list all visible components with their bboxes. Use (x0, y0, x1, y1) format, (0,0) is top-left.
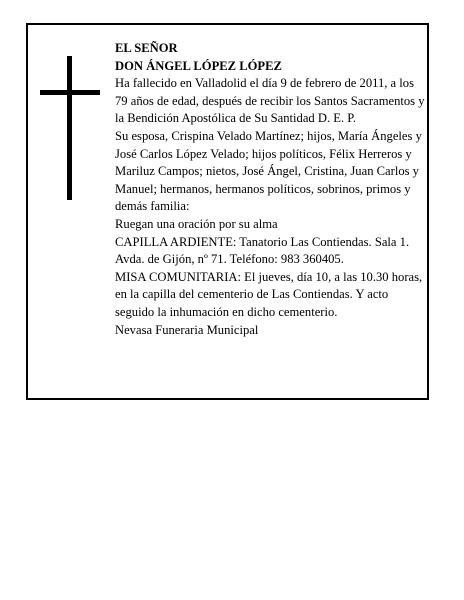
notice-heading: EL SEÑOR (115, 41, 178, 55)
family-list: Su esposa, Crispina Velado Martínez; hijos, María Ángeles y José Carlos López Velado; hijos políticos, Félix Herreros y Mariluz Campos; nietos, José Ángel, Cristina, Juan Carlos y Manuel; hermanos, hermanos políticos, sobrinos, primos y demás familia: (115, 128, 422, 214)
deceased-name: DON ÁNGEL LÓPEZ LÓPEZ (115, 58, 282, 73)
chapel-info: CAPILLA ARDIENTE: Tanatorio Las Contiendas. Sala 1. Avda. de Gijón, nº 71. Teléfono: 983 360405. (115, 234, 410, 267)
funeral-home: Nevasa Funeraria Municipal (115, 322, 259, 337)
obituary-notice (26, 23, 429, 400)
cross-horizontal-bar (40, 90, 100, 95)
mass-info: MISA COMUNITARIA: El jueves, día 10, a las 10.30 horas, en la capilla del cementerio de Las Contiendas. Y acto seguido la inhumación en dicho cementerio. (115, 269, 423, 319)
prayer-request: Ruegan una oración por su alma (115, 216, 278, 231)
obituary-text (115, 40, 427, 339)
death-info: Ha fallecido en Valladolid el día 9 de febrero de 2011, a los 79 años de edad, después de recibir los Santos Sacramentos y la Bendición Apostólica de Su Santidad D. E. P. (115, 76, 425, 126)
cross-icon (40, 56, 100, 200)
cross-vertical-bar (67, 56, 72, 200)
